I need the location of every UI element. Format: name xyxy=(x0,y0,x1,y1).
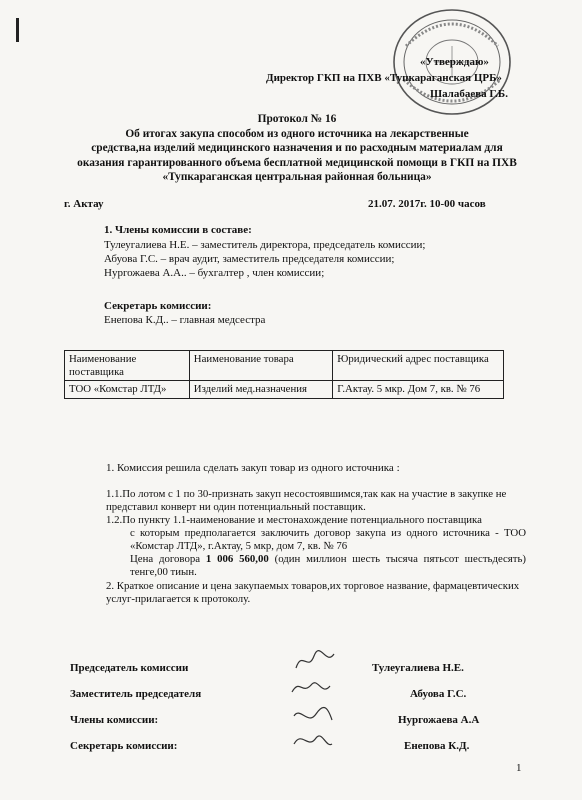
handwritten-signature xyxy=(290,702,336,728)
signature-name: Енепова К.Д. xyxy=(404,740,470,752)
table-cell: Г.Актау. 5 мкр. Дом 7, кв. № 76 xyxy=(333,381,504,399)
protocol-title xyxy=(62,112,532,185)
members-list xyxy=(104,238,426,280)
table-header-cell: Наименование поставщика xyxy=(65,351,190,381)
member-item: Нургожаева А.А.. – бухгалтер , член комиссии; xyxy=(104,267,325,279)
title-line: Об итогах закупа способом из одного источника на лекарственные xyxy=(125,127,469,140)
secretary-line: Енепова К.Д.. – главная медсестра xyxy=(104,314,266,326)
member-item: Абуова Г.С. – врач аудит, заместитель председателя комиссии; xyxy=(104,253,395,265)
clause-2: 2. Краткое описание и цена закупаемых товаров,их торговое название, фармацевтических услуг-прилагается к протоколу. xyxy=(106,580,520,605)
contract-amount: 1 006 560,00 xyxy=(205,553,269,565)
members-heading: 1. Члены комиссии в составе: xyxy=(104,224,252,236)
supplier-table xyxy=(64,350,504,399)
signature-name: Абуова Г.С. xyxy=(410,688,467,700)
contract-price-line xyxy=(106,553,526,579)
clause-1-1: 1.1.По лотом с 1 по 30-признать закуп несостоявшимся,так как на участие в закупке не представил конверт ни один потенциальный поставщик. xyxy=(106,488,507,513)
title-line: оказания гарантированного объема бесплатной медицинской помощи в ГКП на ПХВ xyxy=(77,156,517,169)
contract-price-suffix: (один миллион шесть тысяча пятьсот шестьдесять) тенге,00 тиын. xyxy=(130,553,527,578)
member-item: Тулеугалиева Н.Е. – заместитель директора, председатель комиссии; xyxy=(104,239,426,251)
clause-1-2-body: с которым предполагается заключить договор закупа из одного источника - ТОО «Комстар ЛТД», г.Актау, 5 мкр, дом 7, кв. № 76 xyxy=(130,527,526,552)
title-line: «Тупкараганская центральная районная больница» xyxy=(162,171,432,183)
contract-price-prefix: Цена договора xyxy=(130,553,206,565)
date-time: 21.07. 2017г. 10-00 часов xyxy=(368,198,486,210)
table-header-row xyxy=(65,351,504,381)
signature-role: Члены комиссии: xyxy=(70,714,159,726)
table-cell: ТОО «Комстар ЛТД» xyxy=(65,381,190,399)
protocol-number: Протокол № 16 xyxy=(257,113,337,125)
signature-role: Секретарь комиссии: xyxy=(70,740,178,752)
signature-name: Тулеугалиева Н.Е. xyxy=(372,662,464,674)
table-cell: Изделий мед.назначения xyxy=(189,381,333,399)
signature-role: Председатель комиссии xyxy=(70,662,189,674)
clause-1-2 xyxy=(106,514,526,579)
place: г. Актау xyxy=(64,198,104,210)
handwritten-signature xyxy=(288,674,334,700)
page-number: 1 xyxy=(516,762,522,774)
table-row xyxy=(65,381,504,399)
clause-1-2-head: 1.2.По пункту 1.1-наименование и местонахождение потенциального поставщика xyxy=(106,514,482,526)
signature-name: Нургожаева А.А xyxy=(398,714,480,726)
director-name: Шалабаева Г.Б. xyxy=(430,88,508,100)
scan-edge-mark xyxy=(16,18,19,42)
table-header-cell: Юридический адрес поставщика xyxy=(333,351,504,381)
title-line: средства,на изделий медицинского назначения и по расходным материалам для xyxy=(91,142,503,154)
approval-mark: «Утверждаю» xyxy=(420,56,489,68)
director-line: Директор ГКП на ПХВ «Тупкараганская ЦРБ» xyxy=(266,72,502,84)
secretary-heading: Секретарь комиссии: xyxy=(104,300,212,312)
handwritten-signature xyxy=(290,728,336,754)
signature-role: Заместитель председателя xyxy=(70,688,202,700)
table-header-cell: Наименование товара xyxy=(189,351,333,381)
handwritten-signature xyxy=(292,648,338,674)
decision-paragraph: 1. Комиссия решила сделать закуп товар из одного источника : xyxy=(106,462,400,474)
